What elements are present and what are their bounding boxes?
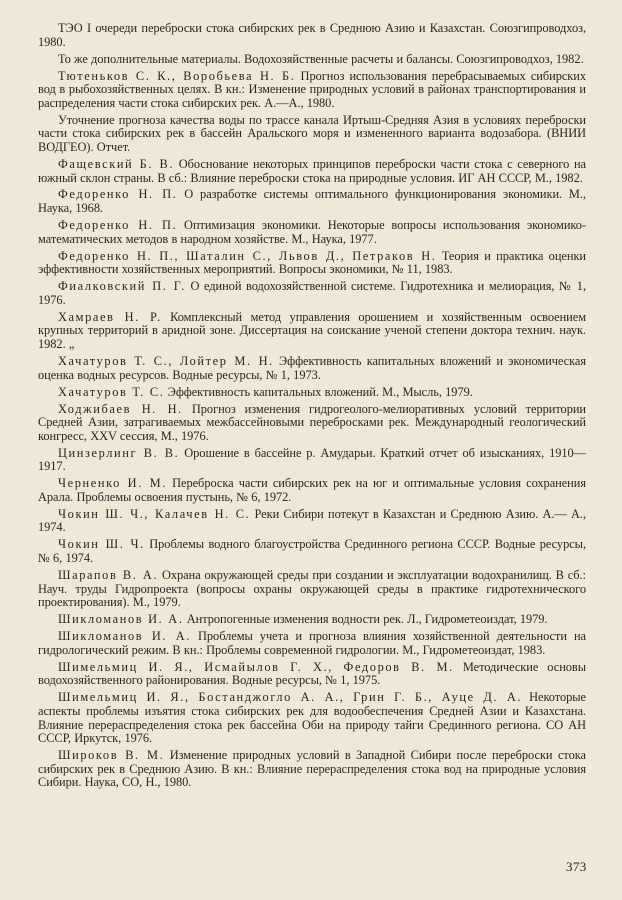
bibliography-entry bbox=[38, 386, 586, 400]
entry-author: Шикломанов И. А. bbox=[58, 612, 184, 627]
bibliography-entry bbox=[38, 114, 586, 155]
entry-text: То же дополнительные материалы. Водохозяйственные расчеты и балансы. Союзгипроводхоз, 1982. bbox=[58, 51, 584, 66]
entry-text: Проблемы учета и прогноза влияния хозяйственной деятельности на гидрологический режим. В кн.: Проблемы современной гидрологии. М., Гидрометеоиздат, 1983. bbox=[38, 629, 586, 657]
bibliography-entry bbox=[38, 749, 586, 790]
bibliography-entry bbox=[38, 661, 586, 688]
entry-text: Методические основы водохозяйственного районирования. Водные ресурсы, № 1, 1975. bbox=[38, 659, 586, 688]
entry-author: Хамраев Н. Р. bbox=[58, 309, 162, 324]
entry-text: Переброска части сибирских рек на юг и оптимальные условия сохранения Арала. Проблемы освоения пустынь, № 6, 1972. bbox=[38, 476, 586, 504]
entry-author: Цинзерлинг В. В. bbox=[58, 445, 180, 460]
entry-author: Чокин Ш. Ч., Калачев Н. С. bbox=[58, 506, 251, 521]
entry-text: Прогноз использования перебрасываемых сибирских вод в рыбохозяйственных целях. В кн.: Изменение природных условий в районах транспортирования и распределения части стока сибирских рек. А.—А., 1980. bbox=[38, 68, 587, 110]
bibliography-entry bbox=[38, 355, 586, 382]
entry-text: Проблемы водного благоустройства Срединного региона СССР. Водные ресурсы, № 6, 1974. bbox=[38, 537, 586, 566]
bibliography-entry bbox=[38, 447, 586, 474]
entry-text: Орошение в бассейне р. Амударьи. Краткий отчет об изысканиях, 1910—1917. bbox=[38, 445, 586, 474]
entry-author: Хачатуров Т. С. bbox=[58, 384, 165, 399]
entry-author: Фащевский Б. В. bbox=[58, 156, 175, 171]
entry-author: Шикломанов И. А. bbox=[58, 629, 192, 644]
bibliography-entry bbox=[38, 311, 586, 352]
entry-author: Черненко И. М. bbox=[58, 476, 167, 491]
entry-author: Тютеньков С. К., Воробьева Н. Б. bbox=[58, 68, 296, 83]
entry-text: Антропогенные изменения водности рек. Л., Гидрометеоиздат, 1979. bbox=[183, 612, 548, 627]
bibliography-entry bbox=[38, 280, 586, 307]
entry-author: Шарапов В. А. bbox=[58, 568, 159, 583]
bibliography-entry bbox=[38, 477, 586, 504]
entry-author: Хачатуров Т. С., Лойтер М. Н. bbox=[58, 353, 274, 368]
entry-author: Ходжибаев Н. Н. bbox=[58, 401, 183, 416]
bibliography-entry bbox=[38, 53, 586, 67]
bibliography-entry bbox=[38, 219, 586, 246]
entry-author: Федоренко Н. П. bbox=[58, 187, 178, 202]
entry-text: О разработке системы оптимального функционирования экономики. М., Наука, 1968. bbox=[38, 187, 586, 216]
entry-text: Уточнение прогноза качества воды по трассе канала Иртыш-Средняя Азия в условиях переброски части стока сибирских рек в бассейн Аральского моря и измененного варианта водозабора. (ВНИИ ВОДГЕО). Отчет. bbox=[38, 112, 586, 154]
entry-text: Обоснование некоторых принципов переброски части стока с северного на южный склон страны. В сб.: Влияние переброски стока на природные условия. ИГ АН СССР, М., 1982. bbox=[38, 156, 586, 185]
bibliography-entry bbox=[38, 22, 586, 49]
entry-text: Прогноз изменения гидрогеолого-мелиоративных условий территории Средней Азии, затрагиваемых межбассейновыми перебросками рек. Международный геологический конгресс, XXV сессия, М., 1976. bbox=[38, 401, 587, 443]
entry-text: Реки Сибири потекут в Казахстан и Среднюю Азию. А.— А., 1974. bbox=[38, 506, 586, 535]
bibliography-entry bbox=[38, 630, 586, 657]
bibliography-entry bbox=[38, 613, 586, 627]
entry-text: Некоторые аспекты проблемы изъятия стока сибирских рек для водообеспечения Средней Азии и Казахстана. Влияние перераспределения стока рек бассейна Оби на природу тайги Срединного региона. СО АН СССР, Иркутск, 1976. bbox=[38, 690, 586, 746]
entry-text: Изменение природных условий в Западной Сибири после переброски стока сибирских рек в Среднюю Азию. В кн.: Влияние перераспределения стока вод на природные условия Сибири. Наука, СО, Н., 1980. bbox=[38, 748, 586, 790]
bibliography-entry bbox=[38, 250, 586, 277]
bibliography-entry bbox=[38, 569, 586, 610]
entry-text: Эффективность капитальных вложений. М., Мысль, 1979. bbox=[164, 384, 473, 399]
entry-author: Шимельмиц И. Я., Исмайылов Г. Х., Федоров В. М. bbox=[58, 659, 454, 674]
entry-text: ТЭО I очереди переброски стока сибирских рек в Среднюю Азию и Казахстан. Союзгипроводхоз, 1980. bbox=[38, 21, 586, 49]
entry-text: Теория и практика оценки эффективности хозяйственных мероприятий. Вопросы экономики, № 11, 1983. bbox=[38, 248, 586, 277]
bibliography-entry bbox=[38, 158, 586, 185]
entry-author: Федоренко Н. П. bbox=[58, 218, 178, 233]
entry-text: Охрана окружающей среды при создании и эксплуатации водохранилищ. В сб.: Науч. труды Гидропроекта (вопросы охраны окружающей среды в практике гидротехнического проектирования). М., 1979. bbox=[38, 568, 586, 610]
bibliography-entry bbox=[38, 691, 586, 745]
entry-author: Федоренко Н. П., Шаталин С., Львов Д., Петраков Н. bbox=[58, 248, 437, 263]
entry-text: Комплексный метод управления орошением и хозяйственным освоением крупных территорий в аридной зоне. Диссертация на соискание ученой степени доктора технич. наук. 1982. „ bbox=[38, 309, 586, 351]
bibliography-entry bbox=[38, 70, 586, 111]
entry-author: Шимельмиц И. Я., Бостанджогло А. А., Грин Г. Б., Ауце Д. А. bbox=[58, 690, 523, 705]
bibliography-list bbox=[38, 22, 586, 793]
entry-text: О единой водохозяйственной системе. Гидротехника и мелиорация, № 1, 1976. bbox=[38, 279, 587, 307]
entry-text: Эффективность капитальных вложений и экономическая оценка водных ресурсов. Водные ресурсы, № 1, 1973. bbox=[38, 353, 586, 382]
entry-text: Оптимизация экономики. Некоторые вопросы использования экономико-математических методов в народном хозяйстве. М., Наука, 1977. bbox=[38, 218, 586, 246]
entry-author: Фиалковский П. Г. bbox=[58, 279, 186, 294]
bibliography-entry bbox=[38, 538, 586, 565]
bibliography-entry bbox=[38, 403, 586, 444]
entry-author: Чокин Ш. Ч. bbox=[58, 537, 145, 552]
bibliography-entry bbox=[38, 508, 586, 535]
bibliography-entry bbox=[38, 188, 586, 215]
page-number: 373 bbox=[566, 859, 587, 874]
entry-author: Широков В. М. bbox=[58, 748, 165, 763]
